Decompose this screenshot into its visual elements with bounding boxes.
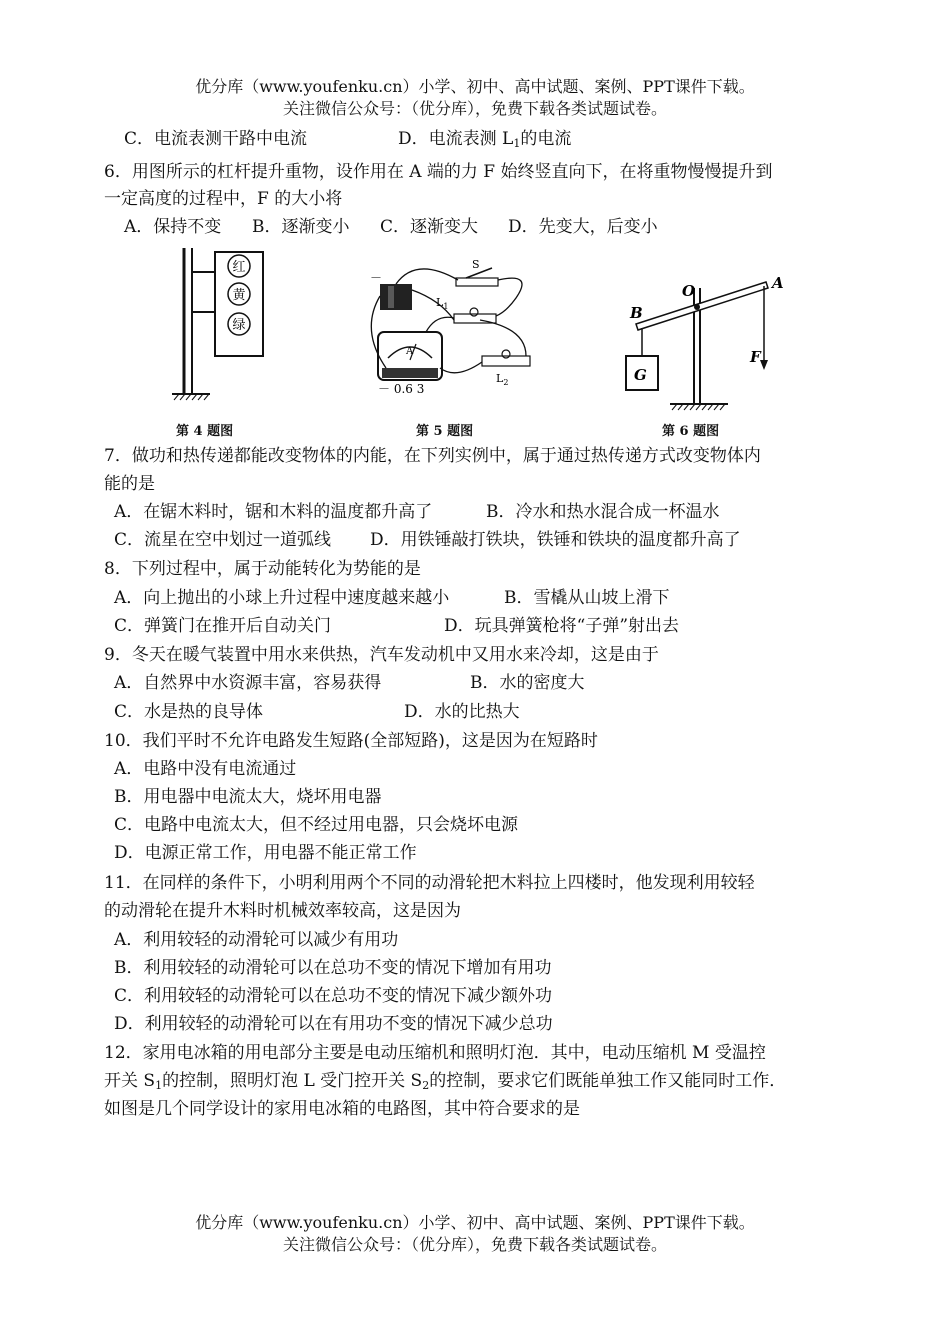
q11-option-c: C．利用较轻的动滑轮可以在总功不变的情况下减少额外功 [114, 986, 553, 1006]
q9-option-d: D．水的比热大 [404, 702, 520, 722]
header-line-2: 关注微信公众号：（优分库），免费下载各类试题试卷。 [282, 99, 667, 118]
q7-option-d: D．用铁锤敲打铁块，铁锤和铁块的温度都升高了 [370, 530, 741, 550]
q7-option-b: B．冷水和热水混合成一杯温水 [486, 502, 720, 522]
footer-line-2: 关注微信公众号：（优分库），免费下载各类试题试卷。 [282, 1235, 667, 1254]
force-arrow-icon [760, 360, 768, 370]
header-line-1: 优分库（www.youfenku.cn）小学、初中、高中试题、案例、PPT课件下载。 [195, 77, 755, 96]
q9-option-c: C．水是热的良导体 [114, 702, 264, 722]
q8-option-c: C．弹簧门在推开后自动关门 [114, 616, 332, 636]
q7-stem-line-1: 7．做功和热传递都能改变物体的内能，在下列实例中，属于通过热传递方式改变物体内 [104, 446, 761, 466]
q7-option-a: A．在锯木料时，锯和木料的温度都升高了 [114, 502, 433, 522]
q6-option-c: C．逐渐变大 [380, 217, 479, 237]
lever-bar [636, 282, 768, 330]
q6-option-a: A．保持不变 [124, 217, 222, 237]
fig5-l2-label: $L_2$ [496, 372, 509, 387]
fig5-circuit [356, 250, 556, 415]
svg-text:F: F [750, 348, 761, 366]
q10-stem: 10．我们平时不允许电路发生短路(全部短路)，这是因为在短路时 [104, 731, 598, 751]
q10-option-d: D．电源正常工作，用电器不能正常工作 [114, 843, 417, 863]
q11-option-a: A．利用较轻的动滑轮可以减少有用功 [114, 930, 399, 950]
svg-text:S: S [472, 258, 480, 271]
fig4-yellow-label: 黄 [232, 288, 246, 303]
fig4-caption: 第 4 题图 [176, 424, 234, 439]
q12-stem-line-3: 如图是几个同学设计的家用电冰箱的电路图，其中符合要求的是 [104, 1099, 580, 1119]
svg-text:－ 0.6 3: － 0.6 3 [378, 382, 425, 396]
q11-stem-line-1: 11．在同样的条件下，小明利用两个不同的动滑轮把木料拉上四楼时，他发现利用较轻 [104, 873, 755, 893]
q6-stem-line-2: 一定高度的过程中，F 的大小将 [104, 189, 343, 209]
q9-option-b: B．水的密度大 [470, 673, 585, 693]
fig5-l1-label: $L_1$ [436, 296, 449, 311]
battery-icon [380, 284, 412, 310]
q6-option-b: B．逐渐变小 [252, 217, 350, 237]
fig6-lever [618, 272, 798, 417]
q10-option-b: B．用电器中电流太大，烧坏用电器 [114, 787, 382, 807]
q8-option-d: D．玩具弹簧枪将“子弹”射出去 [444, 616, 680, 636]
q5-option-d: D．电流表测 $L_1$的电流 [398, 129, 572, 150]
q12-stem-line-1: 12．家用电冰箱的用电部分主要是电动压缩机和照明灯泡．其中，电动压缩机 M 受温控 [104, 1043, 766, 1063]
fig5-caption: 第 5 题图 [416, 424, 474, 439]
q6-stem-line-1: 6．用图所示的杠杆提升重物，设作用在 A 端的力 F 始终竖直向下，在将重物慢慢提升到 [104, 162, 773, 182]
svg-text:－: － [370, 271, 383, 285]
q11-option-b: B．利用较轻的动滑轮可以在总功不变的情况下增加有用功 [114, 958, 552, 978]
q8-stem: 8．下列过程中，属于动能转化为势能的是 [104, 559, 421, 579]
q11-stem-line-2: 的动滑轮在提升木料时机械效率较高，这是因为 [104, 901, 461, 921]
q7-stem-line-2: 能的是 [104, 474, 155, 494]
svg-text:A: A [772, 274, 784, 292]
q10-option-c: C．电路中电流太大，但不经过用电器，只会烧坏电源 [114, 815, 519, 835]
q6-option-d: D．先变大，后变小 [508, 217, 658, 237]
q8-option-b: B．雪橇从山坡上滑下 [504, 588, 670, 608]
q12-stem-line-2: 开关 $S_1$的控制，照明灯泡 L 受门控开关 $S_2$的控制，要求它们既能单独工作又能同时工作． [104, 1071, 787, 1092]
q5-option-c: C．电流表测干路中电流 [124, 129, 308, 149]
q11-option-d: D．利用较轻的动滑轮可以在有用功不变的情况下减少总功 [114, 1014, 553, 1034]
q7-option-c: C．流星在空中划过一道弧线 [114, 530, 332, 550]
svg-text:O: O [682, 282, 696, 300]
q8-option-a: A．向上抛出的小球上升过程中速度越来越小 [114, 588, 450, 608]
svg-text:B: B [630, 304, 643, 322]
q9-stem: 9．冬天在暖气装置中用水来供热，汽车发动机中又用水来冷却，这是由于 [104, 645, 659, 665]
fig4-green-label: 绿 [232, 318, 246, 333]
svg-text:G: G [634, 366, 647, 384]
q9-option-a: A．自然界中水资源丰富，容易获得 [114, 673, 382, 693]
q10-option-a: A．电路中没有电流通过 [114, 759, 297, 779]
footer-line-1: 优分库（www.youfenku.cn）小学、初中、高中试题、案例、PPT课件下载。 [195, 1213, 755, 1232]
svg-text:A: A [406, 346, 414, 357]
fig4-red-label: 红 [232, 260, 246, 275]
fig6-caption: 第 6 题图 [662, 424, 720, 439]
switch-icon [456, 278, 498, 286]
fig4-traffic-light [170, 244, 280, 414]
